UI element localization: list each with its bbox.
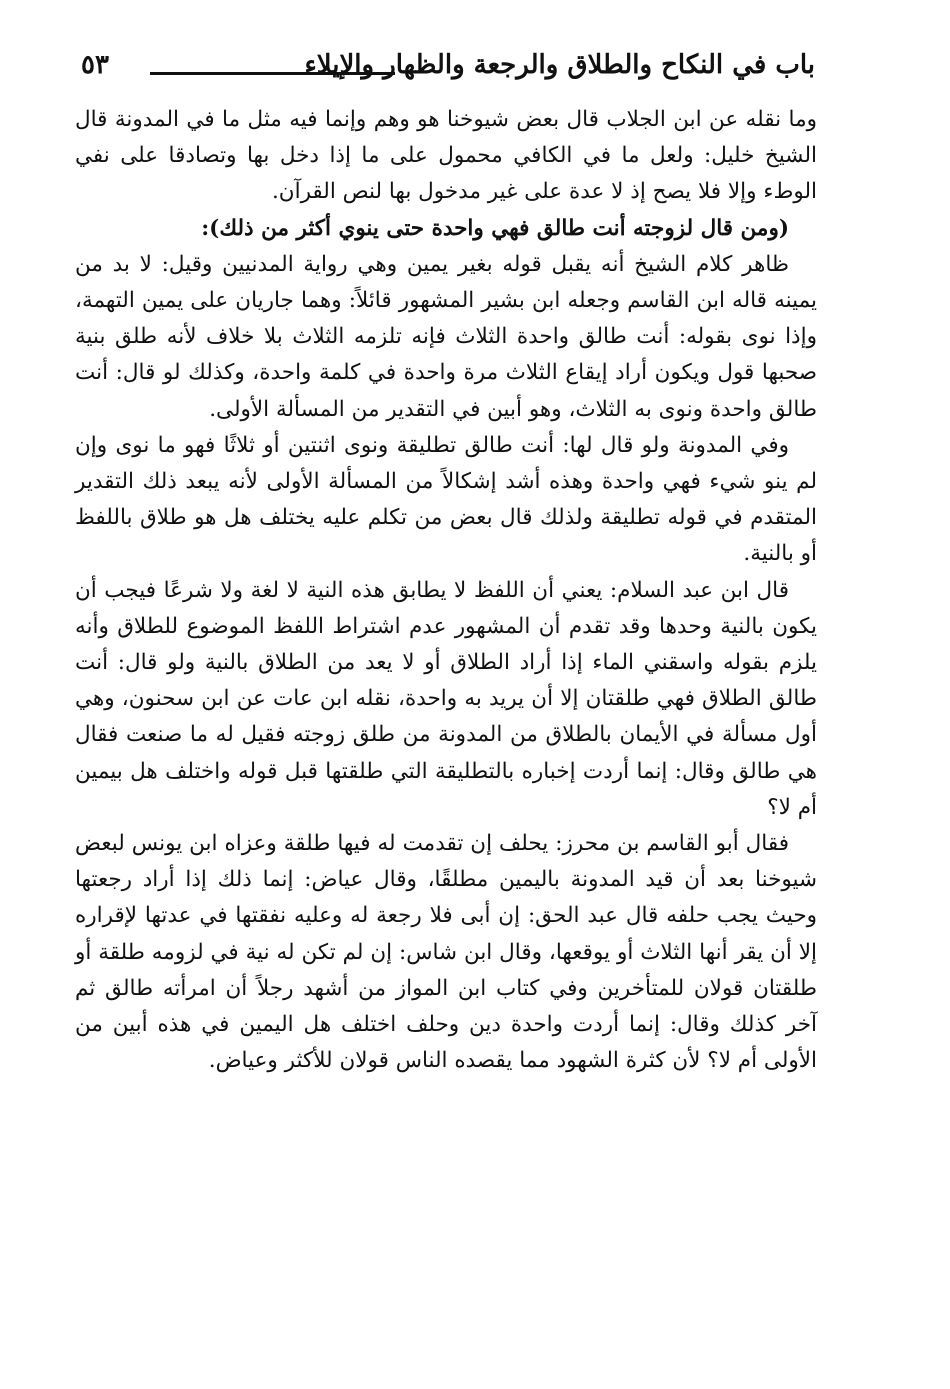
paragraph: فقال أبو القاسم بن محرز: يحلف إن تقدمت له فيها طلقة وعزاه ابن يونس لبعض شيوخنا بعد أن قيد المدونة باليمين مطلقًا، وقال عياض: إنما ذلك إذا أراد رجعتها وحيث يجب حلفه قال عبد الحق: إن أبى فلا رجعة له وعليه نفقتها في عدتها لإقراره إلا أن يقر أنها الثلاث أو يوقعها، وقال ابن شاس: إن لم تكن له نية في لزومه طلقة أو طلقتان قولان للمتأخرين وفي كتاب ابن المواز من أشهد رجلاً أن امرأته طالق ثم آخر كذلك وقال: إنما أردت واحدة دين وحلف اختلف هل اليمين في هذه أبين من الأولى أم لا؟ لأن كثرة الشهود مما يقصده الناس قولان للأكثر وعياض. — [75, 831, 817, 1074]
body-text — [75, 102, 817, 1079]
paragraph: وما نقله عن ابن الجلاب قال بعض شيوخنا هو وهم وإنما فيه مثل ما في المدونة قال الشيخ خليل: ولعل ما في الكافي محمول على ما إذا دخل بها وتصادقا على نفي الوطء وإلا فلا يصح إذ لا عدة على غير مدخول بها لنص القرآن. — [75, 107, 817, 205]
paragraph: ظاهر كلام الشيخ أنه يقبل قوله بغير يمين وهي رواية المدنيين وقيل: لا بد من يمينه قاله ابن القاسم وجعله ابن بشير المشهور قائلاً: وهما جاريان على يمين التهمة، وإذا نوى بقوله: أنت طالق واحدة الثلاث فإنه تلزمه الثلاث بلا خلاف لأنه طلق بنية صحبها قول ويكون أراد إيقاع الثلاث مرة واحدة في كلمة واحدة، وكذلك لو قال: أنت طالق واحدة ونوى به الثلاث، وهو أبين في التقدير من المسألة الأولى. — [75, 251, 817, 422]
running-header — [75, 50, 815, 94]
paragraph: قال ابن عبد السلام: يعني أن اللفظ لا يطابق هذه النية لا لغة ولا شرعًا فيجب أن يكون بالنية وحدها وقد تقدم أن المشهور عدم اشتراط اللفظ الموضوع للطلاق وأنه يلزم بقوله واسقني الماء إذا أراد الطلاق أو لا يعد من الطلاق بالنية ولو قال: أنت طالق الطلاق فهي طلقتان إلا أن يريد به واحدة، نقله ابن عات عن ابن سحنون، وهي أول مسألة في الأيمان بالطلاق من المدونة من طلق زوجته فقيل له ما صنعت فقال هي طالق وقال: إنما أردت إخباره بالتطليقة التي طلقتها قبل قوله واختلف هل بيمين أم لا؟ — [75, 577, 817, 820]
paragraph: وفي المدونة ولو قال لها: أنت طالق تطليقة ونوى اثنتين أو ثلاثًا فهو ما نوى وإن لم ينو شيء فهي واحدة وهذه أشد إشكالاً من المسألة الأولى لأنه يبعد ذلك التقدير المتقدم في قوله تطليقة ولذلك قال بعض من تكلم عليه يختلف هل هو طلاق باللفظ أو بالنية. — [75, 432, 817, 567]
page-number: ٥٣ — [81, 50, 109, 80]
header-rule — [150, 72, 395, 75]
chapter-title: باب في النكاح والطلاق والرجعة والظهار والإيلاء — [304, 50, 815, 80]
section-heading: (ومن قال لزوجته أنت طالق فهي واحدة حتى ينوي أكثر من ذلك): — [201, 215, 789, 241]
